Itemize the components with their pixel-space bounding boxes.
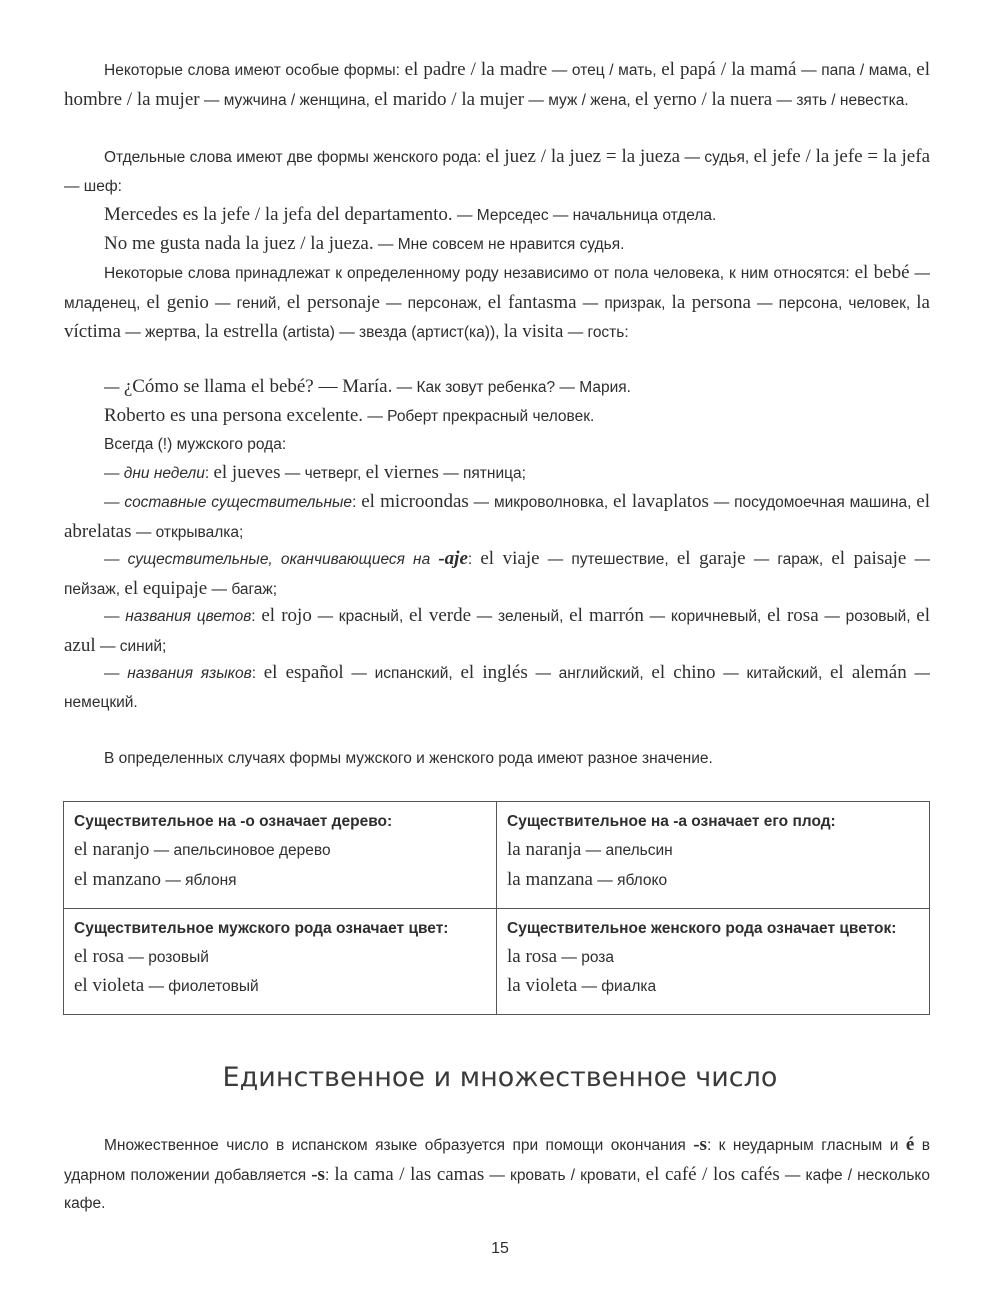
- example-sentence: [104, 402, 930, 432]
- section-heading: Единственное и множественное число: [222, 1062, 778, 1093]
- spanish-term: el jefe / la jefe = la jefa: [753, 146, 931, 167]
- spanish-term: el hombre / la mujer: [64, 59, 930, 110]
- text: — багаж;: [207, 580, 278, 598]
- suffix: -aje: [438, 548, 468, 569]
- text: — кафе / несколько кафе.: [64, 1166, 930, 1212]
- text: : к неударным гласным и: [706, 1137, 906, 1154]
- paragraph-different-meaning: В определенных случаях формы мужского и женского рода имеют разное значение.: [104, 750, 713, 767]
- text: — английский,: [527, 665, 652, 682]
- text: — гость:: [563, 324, 629, 341]
- spanish-term: la víctima: [64, 291, 930, 342]
- example-dialog: [104, 373, 930, 403]
- translation: — розовый: [124, 948, 209, 966]
- spanish-term: la visita: [503, 321, 564, 342]
- text: — посудомоечная машина,: [708, 494, 917, 511]
- spanish-term: la violeta: [507, 975, 578, 996]
- translation: — фиалка: [577, 978, 657, 995]
- spanish-term: el microondas: [361, 491, 469, 512]
- spanish-term: el abrelatas: [64, 491, 931, 542]
- cell-line: [74, 943, 486, 973]
- text: :: [467, 551, 481, 568]
- spanish-term: el café / los cafés: [645, 1163, 780, 1185]
- text: :: [251, 665, 264, 682]
- spanish-term: el genio: [146, 291, 209, 313]
- example-sentence: [104, 201, 930, 231]
- text: Некоторые слова имеют особые формы:: [104, 62, 405, 79]
- masculine-colors: [64, 602, 930, 661]
- translation: — Мерседес — начальница отдела.: [452, 207, 717, 224]
- cell-line: [507, 943, 919, 973]
- table-cell: [497, 802, 930, 909]
- cell-line: [507, 836, 919, 866]
- table-cell: [64, 802, 497, 909]
- spanish-term: el alemán: [829, 662, 907, 683]
- text: — кровать / кровати,: [484, 1166, 646, 1184]
- text: :: [251, 608, 262, 625]
- text: — пятница;: [438, 465, 526, 482]
- text: — жертва,: [120, 324, 205, 341]
- text: — мужчина / женщина,: [199, 91, 375, 109]
- spanish-term: el garaje: [676, 548, 746, 569]
- text: — персона, человек,: [750, 294, 917, 312]
- paragraph-plural: [64, 1131, 930, 1219]
- spanish-term: el naranjo: [74, 839, 150, 860]
- spanish-term: el viaje: [480, 548, 540, 569]
- text: — синий;: [95, 637, 167, 655]
- spanish-term: el marido / la mujer: [374, 88, 525, 110]
- spanish-term: el rojo: [261, 605, 312, 626]
- spanish-term: el viernes: [365, 462, 439, 483]
- spanish-term: el marrón: [569, 605, 644, 626]
- text: — зеленый,: [471, 608, 570, 625]
- spanish-term: la naranja: [507, 839, 582, 860]
- translation: — роза: [557, 948, 615, 966]
- cell-heading: Существительное на -а означает его плод:: [507, 813, 836, 830]
- spanish-term: el bebé: [854, 262, 910, 283]
- ending: -s: [693, 1134, 707, 1155]
- text: :: [204, 465, 214, 482]
- spanish-term: la manzana: [507, 868, 593, 890]
- cell-line: [507, 972, 919, 1002]
- text: — красный,: [311, 608, 409, 625]
- ending: é: [905, 1134, 915, 1155]
- cell-heading: Существительное женского рода означает цветок:: [507, 919, 897, 937]
- category: — названия цветов: [104, 608, 252, 625]
- text: — микроволновка,: [468, 494, 613, 511]
- table-cell: [497, 908, 930, 1015]
- text: — гараж,: [745, 551, 832, 568]
- translation: — Как зовут ребенка? — Мария.: [392, 379, 631, 396]
- text: Отдельные слова имеют две формы женского рода:: [104, 149, 486, 166]
- always-masculine-heading: Всегда (!) мужского рода:: [104, 436, 287, 453]
- text: — младенец,: [64, 265, 931, 312]
- cell-line: [74, 972, 486, 1002]
- table-row: [64, 802, 930, 909]
- masculine-languages: [64, 659, 930, 717]
- spanish-term: el paisaje: [831, 548, 907, 569]
- cell-heading: Существительное мужского рода означает цвет:: [74, 919, 449, 937]
- translation: — апельсин: [581, 842, 673, 859]
- spanish-term: el papá / la mamá: [661, 59, 797, 80]
- text: — коричневый,: [643, 608, 768, 625]
- meaning-table: [63, 801, 930, 1015]
- translation: — яблоня: [161, 871, 237, 889]
- table-cell: [64, 908, 497, 1015]
- text: — папа / мама,: [796, 62, 917, 79]
- spanish-term: el jueves: [213, 462, 281, 483]
- spanish-term: el violeta: [74, 975, 145, 996]
- text: — гений,: [208, 294, 287, 312]
- translation: — яблоко: [592, 871, 668, 889]
- spanish-term: el rosa: [74, 945, 125, 967]
- translation: — Роберт прекрасный человек.: [363, 408, 595, 425]
- spanish-term: el azul: [64, 605, 931, 656]
- text: в ударном положении добавляется: [64, 1137, 930, 1184]
- text: Некоторые слова принадлежат к определенному роду независимо от пола человека, к ним относятся:: [104, 265, 855, 282]
- ending: -s: [311, 1163, 325, 1185]
- spanish-term: el rosa: [767, 605, 819, 626]
- category: — дни недели: [104, 465, 205, 482]
- spanish-term: el padre / la madre: [404, 59, 548, 80]
- spanish-term: el yerno / la nuera: [635, 88, 773, 110]
- text: — китайский,: [715, 665, 830, 682]
- text: :: [352, 494, 362, 511]
- dash: —: [104, 379, 124, 396]
- cell-line: [74, 836, 486, 866]
- text: — зять / невестка.: [772, 91, 909, 109]
- paragraph-special-forms: [64, 56, 930, 115]
- spanish-term: el lavaplatos: [612, 491, 709, 512]
- spanish-term: la rosa: [507, 945, 558, 967]
- text: — розовый,: [818, 608, 917, 625]
- spanish-term: el equipaje: [124, 577, 208, 599]
- text: — персонаж,: [379, 294, 488, 312]
- text: — пейзаж,: [64, 551, 931, 598]
- masculine-days: [104, 459, 930, 489]
- spanish-sentence: No me gusta nada la juez / la jueza.: [104, 233, 374, 254]
- spanish-term: el fantasma: [487, 291, 577, 313]
- translation: — апельсиновое дерево: [149, 842, 331, 859]
- translation: — Мне совсем не нравится судья.: [373, 236, 625, 253]
- table-row: [64, 908, 930, 1015]
- text: — отец / мать,: [547, 62, 662, 79]
- text: — открывалка;: [131, 523, 244, 541]
- text: — четверг,: [280, 465, 366, 482]
- spanish-term: la persona: [671, 291, 751, 313]
- spanish-sentence: Mercedes es la jefe / la jefa del departamento.: [104, 204, 453, 225]
- translation: — фиолетовый: [144, 978, 259, 995]
- spanish-term: el verde: [408, 605, 472, 626]
- spanish-term: el personaje: [286, 291, 380, 313]
- text: (artista) — звезда (артист(ка)),: [278, 324, 504, 341]
- text: Множественное число в испанском языке образуется при помощи окончания: [104, 1137, 694, 1154]
- text: — шеф:: [64, 177, 122, 195]
- category: — составные существительные: [104, 494, 353, 511]
- text: — судья,: [680, 149, 754, 166]
- cell-line: [74, 866, 486, 896]
- spanish-term: el inglés: [460, 662, 528, 683]
- text: — путешествие,: [539, 551, 677, 568]
- spanish-term: el juez / la juez = la jueza: [485, 146, 681, 167]
- text: — немецкий.: [64, 665, 930, 711]
- text: — испанский,: [343, 665, 461, 682]
- category: — названия языков: [104, 665, 252, 682]
- text: — призрак,: [576, 294, 672, 312]
- spanish-sentence: Roberto es una persona excelente.: [104, 405, 364, 426]
- page-number: 15: [491, 1240, 509, 1257]
- paragraph-fixed-gender: [64, 259, 930, 348]
- spanish-sentence: ¿Cómo se llama el bebé? — María.: [123, 376, 393, 397]
- text: :: [324, 1166, 335, 1184]
- spanish-term: la cama / las camas: [334, 1163, 485, 1185]
- spanish-term: el chino: [651, 662, 716, 683]
- masculine-compounds: [64, 488, 930, 547]
- example-sentence: [104, 230, 930, 260]
- text: — муж / жена,: [524, 91, 636, 109]
- cell-line: [507, 866, 919, 896]
- paragraph-two-feminine-forms: [64, 143, 930, 201]
- spanish-term: el español: [263, 662, 344, 683]
- spanish-term: la estrella: [204, 321, 279, 342]
- cell-heading: Существительное на -о означает дерево:: [74, 813, 393, 830]
- category: — существительные, оканчивающиеся на: [104, 551, 439, 568]
- spanish-term: el manzano: [74, 868, 162, 890]
- masculine-aje: [64, 545, 930, 604]
